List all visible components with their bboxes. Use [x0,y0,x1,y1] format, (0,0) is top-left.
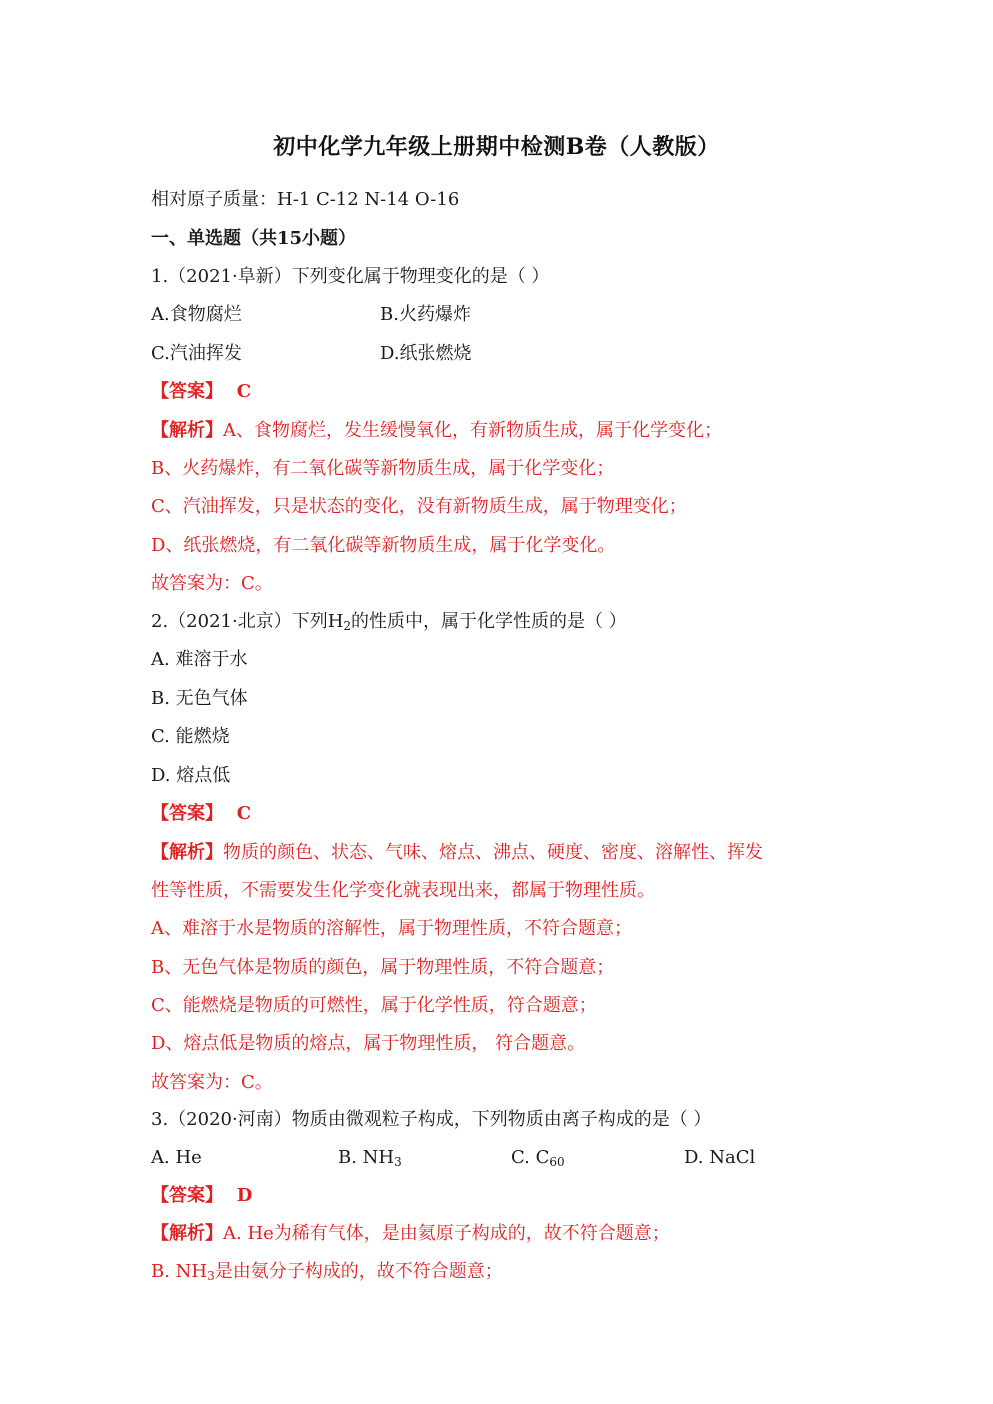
question-2-analysis-line-1 [151,841,763,865]
question-3-option-a: A. He [151,1147,202,1168]
question-2-option-a: A. 难溶于水 [151,649,248,670]
analysis-text: A、食物腐烂，发生缓慢氧化，有新物质生成，属于化学变化； [223,420,722,441]
answer-tag: 【答案】 [151,1185,223,1206]
question-2-analysis-line-2: 性等性质，不需要发生化学变化就表现出来，都属于物理性质。 [151,880,655,901]
question-2-option-d: D. 熔点低 [151,765,231,786]
question-3-stem: 3.（2020·河南）物质由微观粒子构成，下列物质由离子构成的是（ ） [151,1109,712,1130]
analysis-text: A. He为稀有气体，是由氦原子构成的，故不符合题意； [223,1223,670,1244]
question-2-option-c: C. 能燃烧 [151,726,230,747]
subscript: 2 [343,619,352,633]
analysis-text: 是由氨分子构成的，故不符合题意； [214,1261,503,1282]
question-1-option-d: D.纸张燃烧 [380,343,472,364]
subscript: 3 [207,1269,215,1283]
subscript: 3 [394,1155,402,1169]
question-3-option-b [338,1146,402,1170]
analysis-text: B. NH [151,1261,208,1282]
analysis-tag: 【解析】 [151,420,223,441]
option-text: C. C [511,1147,550,1168]
document-title: 初中化学九年级上册期中检测B卷（人教版） [273,134,720,160]
answer-value: D [236,1185,253,1206]
question-3-option-c [511,1146,565,1170]
question-1-answer [151,380,251,404]
question-1-option-c: C.汽油挥发 [151,343,242,364]
question-2-answer [151,802,251,826]
option-text: B. NH [338,1147,395,1168]
question-3-analysis-line-2 [151,1260,503,1284]
question-3-option-d: D. NaCl [684,1147,756,1168]
answer-tag: 【答案】 [151,803,223,824]
question-1-analysis-line-1 [151,419,722,443]
question-1-analysis-line-4: D、纸张燃烧，有二氧化碳等新物质生成，属于化学变化。 [151,535,616,556]
question-2-analysis-line-4: B、无色气体是物质的颜色，属于物理性质，不符合题意； [151,957,615,978]
answer-value: C [236,381,252,402]
relative-atomic-mass: 相对原子质量：H-1 C-12 N-14 O-16 [151,189,460,210]
analysis-tag: 【解析】 [151,1223,223,1244]
answer-tag: 【答案】 [151,381,223,402]
analysis-tag: 【解析】 [151,842,223,863]
question-2-analysis-line-6: D、熔点低是物质的熔点，属于物理性质， 符合题意。 [151,1033,586,1054]
question-2-conclusion: 故答案为：C。 [151,1072,273,1093]
question-1-conclusion: 故答案为：C。 [151,573,273,594]
question-2-analysis-line-3: A、难溶于水是物质的溶解性，属于物理性质，不符合题意； [151,918,632,939]
question-1-option-b: B.火药爆炸 [380,304,471,325]
question-1-analysis-line-3: C、汽油挥发，只是状态的变化，没有新物质生成，属于物理变化； [151,496,687,517]
question-2-analysis-line-5: C、能燃烧是物质的可燃性，属于化学性质，符合题意； [151,995,597,1016]
subscript: 60 [549,1155,565,1169]
question-2-stem [151,610,627,634]
question-3-answer [151,1184,252,1208]
question-1-analysis-line-2: B、火药爆炸，有二氧化碳等新物质生成，属于化学变化； [151,458,615,479]
stem-text: 2.（2021·北京）下列H [151,611,344,632]
analysis-text: 物质的颜色、状态、气味、熔点、沸点、硬度、密度、溶解性、挥发 [223,842,763,863]
question-3-analysis-line-1 [151,1222,670,1246]
section-heading: 一、单选题（共15小题） [151,228,357,249]
question-2-option-b: B. 无色气体 [151,688,248,709]
question-1-stem: 1.（2021·阜新）下列变化属于物理变化的是（ ） [151,266,550,287]
stem-text: 的性质中，属于化学性质的是（ ） [351,611,627,632]
question-1-option-a: A.食物腐烂 [151,304,242,325]
answer-value: C [236,803,252,824]
